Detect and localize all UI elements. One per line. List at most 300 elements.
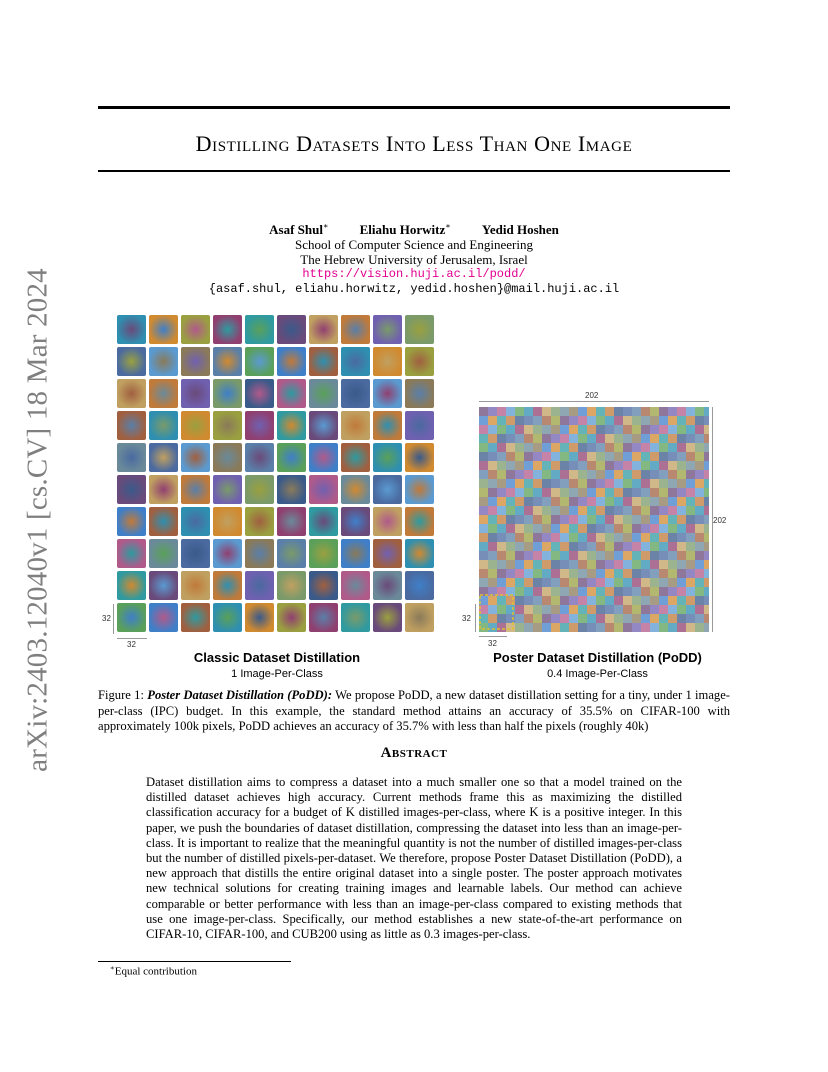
poster-patch [497,605,506,614]
poster-patch [704,470,709,479]
poster-patch [704,506,709,515]
poster-patch [479,569,488,578]
poster-patch [488,524,497,533]
poster-patch [524,443,533,452]
poster-patch [506,434,515,443]
poster-patch [560,443,569,452]
poster-patch [587,452,596,461]
poster-patch [506,443,515,452]
poster-patch [578,551,587,560]
poster-patch [641,416,650,425]
poster-patch [524,434,533,443]
author-2: Eliahu Horwitz∗ [359,222,451,238]
poster-patch [605,506,614,515]
poster-patch [659,416,668,425]
poster-patch [488,434,497,443]
poster-patch [506,551,515,560]
distilled-image-tile [309,411,338,440]
poster-patch [695,569,704,578]
poster-patch [533,614,542,623]
poster-patch [479,506,488,515]
left-dim-line-horizontal [117,638,147,639]
distilled-image-tile [213,315,242,344]
poster-patch [659,560,668,569]
poster-patch [623,596,632,605]
left-dim-bottom-label: 32 [127,640,136,649]
distilled-image-tile [341,571,370,600]
poster-patch [668,623,677,632]
poster-patch [659,461,668,470]
poster-patch [686,434,695,443]
poster-patch [605,461,614,470]
poster-patch [479,515,488,524]
poster-small-dim-side-label: 32 [462,614,471,623]
poster-patch [542,461,551,470]
distilled-image-tile [373,315,402,344]
poster-patch [668,578,677,587]
poster-patch [695,542,704,551]
poster-patch [533,605,542,614]
distilled-image-tile [341,379,370,408]
poster-patch [677,551,686,560]
poster-patch [533,578,542,587]
poster-patch [542,506,551,515]
poster-patch [677,497,686,506]
poster-patch [668,506,677,515]
poster-patch [641,587,650,596]
poster-patch [686,524,695,533]
poster-patch [668,551,677,560]
poster-patch [533,542,542,551]
distilled-image-tile [341,315,370,344]
poster-patch [632,506,641,515]
distilled-image-tile [373,507,402,536]
poster-patch [578,497,587,506]
distilled-image-tile [213,571,242,600]
poster-patch [650,416,659,425]
poster-patch [695,614,704,623]
poster-patch [560,605,569,614]
poster-patch [569,524,578,533]
poster-patch [533,479,542,488]
poster-patch [488,452,497,461]
poster-patch [632,560,641,569]
poster-patch [596,605,605,614]
poster-patch [623,578,632,587]
poster-patch [542,416,551,425]
poster-patch [515,587,524,596]
poster-patch [596,443,605,452]
poster-patch [497,614,506,623]
poster-patch [587,623,596,632]
poster-patch [542,605,551,614]
distilled-image-tile [149,603,178,632]
poster-patch [488,425,497,434]
poster-patch [668,479,677,488]
poster-patch [668,425,677,434]
poster-patch [650,470,659,479]
poster-patch [569,578,578,587]
poster-patch [605,578,614,587]
poster-small-dim-vertical [475,604,476,632]
poster-patch [515,443,524,452]
poster-patch [686,461,695,470]
poster-patch [596,578,605,587]
poster-patch [677,488,686,497]
poster-patch [587,443,596,452]
poster-patch [659,551,668,560]
poster-patch [596,506,605,515]
poster-patch [686,452,695,461]
poster-patch [524,560,533,569]
poster-patch [497,452,506,461]
poster-patch [605,470,614,479]
poster-patch [659,443,668,452]
poster-patch [578,416,587,425]
poster-patch [641,452,650,461]
poster-patch [569,542,578,551]
poster-patch [632,461,641,470]
poster-patch [551,569,560,578]
poster-patch [632,434,641,443]
poster-patch [704,524,709,533]
author-block [98,219,730,297]
poster-patch [695,416,704,425]
poster-patch [632,416,641,425]
distilled-image-tile [245,539,274,568]
poster-patch [488,497,497,506]
poster-patch [623,506,632,515]
poster-patch [524,488,533,497]
poster-patch [659,578,668,587]
poster-patch [578,587,587,596]
poster-patch [560,515,569,524]
poster-patch [542,587,551,596]
poster-patch [614,416,623,425]
distilled-image-tile [181,411,210,440]
distilled-image-tile [309,507,338,536]
poster-patch [659,524,668,533]
poster-patch [614,434,623,443]
poster-patch [479,407,488,416]
poster-patch [533,533,542,542]
poster-patch [677,452,686,461]
poster-patch [641,515,650,524]
poster-patch [578,407,587,416]
poster-patch [596,452,605,461]
poster-patch [641,479,650,488]
poster-patch [479,452,488,461]
poster-patch [542,578,551,587]
poster-patch [524,623,533,632]
poster-patch [488,623,497,632]
poster-patch [497,623,506,632]
distilled-image-tile [149,475,178,504]
podd-title: Poster Dataset Distillation (PoDD) [493,650,702,665]
project-url-link[interactable]: https://vision.huji.ac.il/podd/ [302,267,526,282]
poster-patch [695,443,704,452]
poster-patch [695,596,704,605]
poster-patch [506,407,515,416]
poster-patch [479,542,488,551]
poster-patch [560,587,569,596]
poster-patch [623,560,632,569]
poster-patch [641,560,650,569]
poster-patch [605,560,614,569]
poster-patch [677,470,686,479]
poster-patch [587,533,596,542]
poster-patch [668,443,677,452]
poster-patch [650,560,659,569]
poster-patch [632,497,641,506]
poster-patch [677,434,686,443]
distilled-image-tile [117,347,146,376]
poster-patch [488,479,497,488]
poster-patch [605,596,614,605]
poster-patch [515,560,524,569]
poster-patch [533,587,542,596]
poster-patch [668,515,677,524]
poster-patch [704,434,709,443]
poster-patch [632,407,641,416]
poster-patch [668,452,677,461]
poster-patch [596,596,605,605]
poster-patch [506,569,515,578]
poster-patch [641,443,650,452]
poster-patch [551,497,560,506]
poster-patch [668,605,677,614]
poster-patch [488,515,497,524]
distilled-image-tile [181,347,210,376]
poster-patch [542,524,551,533]
poster-patch [515,533,524,542]
figure-label: Figure 1: [98,688,144,702]
poster-patch [686,470,695,479]
poster-patch [542,470,551,479]
poster-patch [533,452,542,461]
poster-patch [650,524,659,533]
poster-patch [506,425,515,434]
distilled-image-tile [405,443,434,472]
poster-patch [560,407,569,416]
poster-patch [677,614,686,623]
poster-patch [614,470,623,479]
poster-patch [488,596,497,605]
poster-patch [587,506,596,515]
poster-patch [551,587,560,596]
poster-patch [488,533,497,542]
poster-patch [677,533,686,542]
poster-patch [605,443,614,452]
poster-patch [587,461,596,470]
poster-patch [542,614,551,623]
poster-patch [569,416,578,425]
poster-patch [650,479,659,488]
poster-patch [542,407,551,416]
affiliation-line-1: School of Computer Science and Engineering [295,237,533,253]
poster-patch [596,434,605,443]
poster-patch [641,461,650,470]
poster-patch [479,551,488,560]
poster-patch [596,497,605,506]
poster-patch [569,533,578,542]
poster-patch [524,407,533,416]
poster-patch [578,488,587,497]
footnote: ∗Equal contribution [110,964,197,978]
distilled-image-tile [245,475,274,504]
poster-patch [632,515,641,524]
affiliation-line-2: The Hebrew University of Jerusalem, Israel [300,252,528,268]
distilled-image-tile [277,443,306,472]
poster-image [479,407,709,632]
poster-patch [560,479,569,488]
poster-patch [704,515,709,524]
poster-patch [569,587,578,596]
poster-patch [560,416,569,425]
poster-patch [650,497,659,506]
poster-patch [614,578,623,587]
poster-patch [614,533,623,542]
poster-patch [659,506,668,515]
poster-patch [542,623,551,632]
poster-patch [641,569,650,578]
poster-patch [677,569,686,578]
poster-patch [695,452,704,461]
poster-patch [488,470,497,479]
poster-patch [659,587,668,596]
poster-patch [623,479,632,488]
poster-patch [704,425,709,434]
poster-patch [632,596,641,605]
poster-patch [551,623,560,632]
poster-patch [497,434,506,443]
poster-patch [668,542,677,551]
poster-patch [497,578,506,587]
poster-patch [560,596,569,605]
poster-patch [515,614,524,623]
poster-patch [542,425,551,434]
poster-patch [614,407,623,416]
poster-patch [704,542,709,551]
poster-patch [578,596,587,605]
poster-patch [668,587,677,596]
poster-patch [569,407,578,416]
poster-patch [704,497,709,506]
poster-patch [623,461,632,470]
poster-patch [614,443,623,452]
poster-patch [515,605,524,614]
poster-patch [578,533,587,542]
poster-patch [695,587,704,596]
poster-patch [677,560,686,569]
poster-patch [479,479,488,488]
poster-patch [632,551,641,560]
poster-patch [515,542,524,551]
poster-patch [632,623,641,632]
distilled-image-tile [117,315,146,344]
poster-patch [524,551,533,560]
poster-patch [506,497,515,506]
poster-patch [704,479,709,488]
distilled-image-tile [373,539,402,568]
distilled-image-tile [245,347,274,376]
poster-patch [578,578,587,587]
distilled-image-tile [149,571,178,600]
distilled-image-tile [245,379,274,408]
poster-patch [659,542,668,551]
poster-patch [695,434,704,443]
poster-patch [533,623,542,632]
poster-patch [605,515,614,524]
poster-patch [578,425,587,434]
poster-patch [695,497,704,506]
distilled-image-tile [245,443,274,472]
abstract-body: Dataset distillation aims to compress a dataset into a much smaller one so that a model trained on the distilled dataset achieves high accuracy. Current methods frame this as maximizing the distilled classification accuracy for a budget of K distilled images-per-class, where K is a positive integer. In this paper, we push the boundaries of dataset distillation, compressing the dataset into less than an image-per-class. It is important to realize that the meaningful quantity is not the number of distilled images-per-class but the number of distilled pixels-per-dataset. We therefore, propose Poster Dataset Distillation (PoDD), a new approach that distills the entire original dataset into a single poster. The poster approach motivates new technical solutions for creating training images and learnable labels. Our method can achieve comparable or better performance with less than an image-per-class compared to existing methods that use one image-per-class. Specifically, our method establishes a new state-of-the-art performance on CIFAR-10, CIFAR-100, and CUB200 using as little as 0.3 images-per-class. [146,775,682,942]
poster-patch [560,497,569,506]
poster-patch [587,542,596,551]
poster-patch [695,488,704,497]
poster-patch [659,596,668,605]
poster-patch [641,506,650,515]
poster-patch [515,407,524,416]
poster-patch [614,569,623,578]
poster-patch [569,488,578,497]
distilled-image-tile [277,379,306,408]
poster-patch [515,569,524,578]
poster-patch [524,497,533,506]
poster-patch [578,461,587,470]
distilled-image-tile [117,571,146,600]
poster-patch [659,479,668,488]
distilled-image-tile [277,347,306,376]
poster-patch [569,434,578,443]
distilled-image-tile [405,379,434,408]
poster-patch [515,524,524,533]
poster-patch [488,443,497,452]
poster-patch [704,614,709,623]
poster-patch [659,614,668,623]
distilled-image-tile [373,603,402,632]
poster-patch [533,515,542,524]
poster-patch [551,605,560,614]
poster-patch [524,479,533,488]
poster-patch [677,578,686,587]
poster-patch [479,488,488,497]
poster-patch [650,461,659,470]
poster-patch [632,479,641,488]
poster-patch [641,533,650,542]
poster-small-dim-bottom-label: 32 [488,639,497,648]
poster-patch [632,470,641,479]
poster-patch [641,434,650,443]
poster-patch [578,515,587,524]
poster-patch [695,479,704,488]
poster-patch [614,488,623,497]
poster-patch [623,551,632,560]
poster-patch [605,569,614,578]
distilled-image-tile [373,571,402,600]
poster-patch [587,488,596,497]
poster-patch [551,461,560,470]
poster-patch [587,407,596,416]
poster-patch [650,596,659,605]
distilled-image-tile [405,411,434,440]
poster-patch [524,578,533,587]
poster-patch [704,443,709,452]
poster-patch [479,560,488,569]
poster-patch [632,587,641,596]
poster-patch [587,524,596,533]
